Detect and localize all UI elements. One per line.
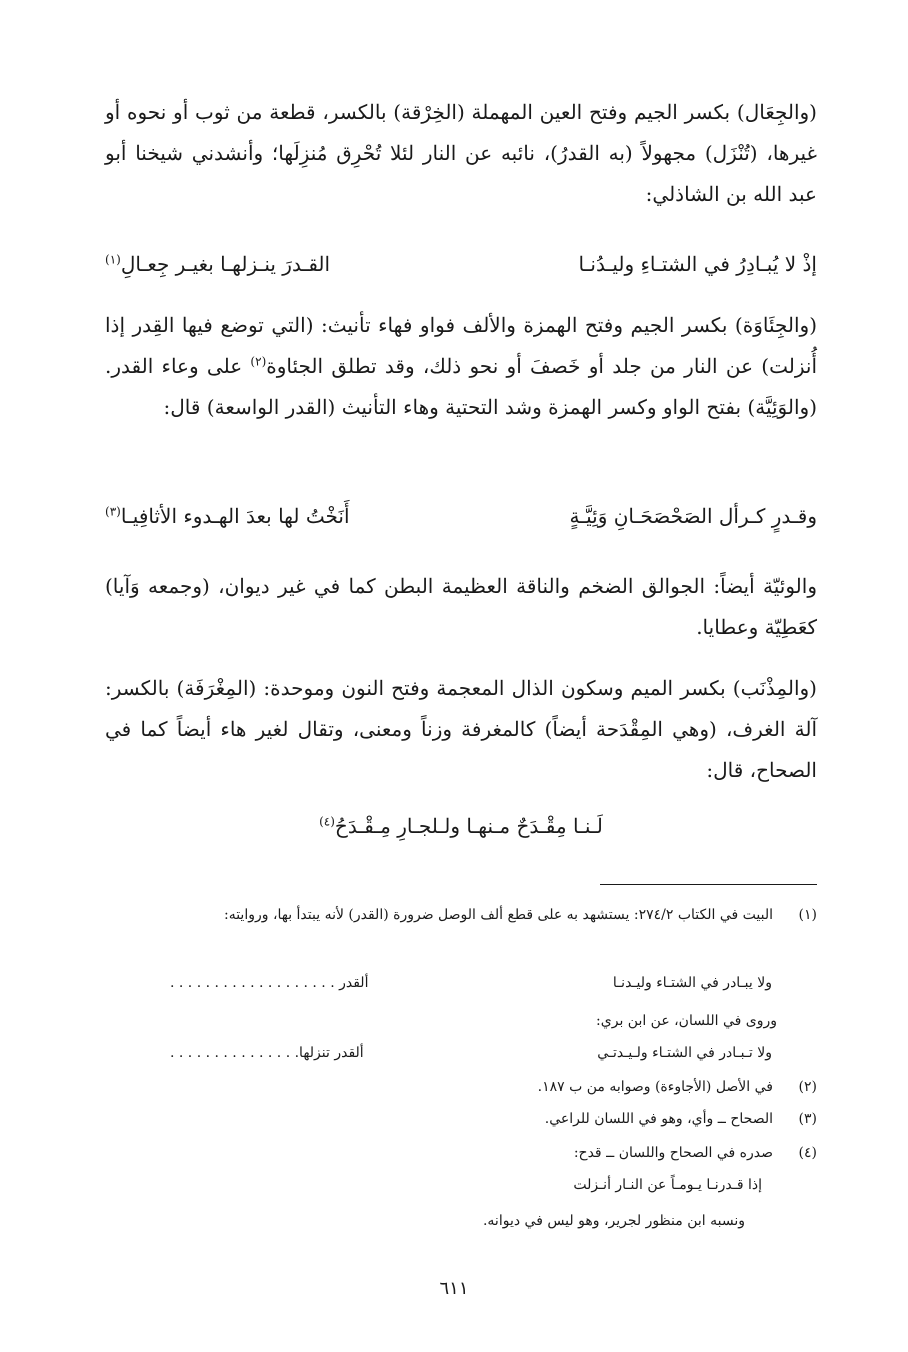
footnote-text: في الأصل (الأجاوءة) وصوابه من ب ١٨٧. bbox=[537, 1079, 773, 1095]
footnote-separator bbox=[600, 884, 817, 885]
footnote-4-after: ونسبه ابن منظور لجرير، وهو ليس في ديوانه. bbox=[482, 1213, 745, 1229]
footnote-1-verse-a: ولا يبـادر في الشتـاء وليـدنـا ألقدر . . . . . . . . . . . . . . . . . . . bbox=[170, 975, 772, 991]
page-number: ٦١١ bbox=[439, 1278, 469, 1299]
footnote-ref: (٢) bbox=[250, 354, 267, 369]
verse-hemistich-left: أَنَخْتُ لها بعدَ الهـدوء الأثافِيـا$^{(٣)}$ bbox=[105, 504, 350, 528]
footnote-number: (٢) bbox=[798, 1079, 817, 1095]
footnote-4-verse: إذا قـدرنـا يـومـاً عن النـار أنـزلت bbox=[573, 1177, 762, 1193]
paragraph-jiaawa bbox=[105, 305, 817, 428]
footnote-number: (١) bbox=[798, 907, 817, 923]
paragraph-text: (والمِذْنَب) بكسر الميم وسكون الذال المعجمة وفتح النون وموحدة: (المِغْرَفَة) بالكسر: آلة الغرف، (وهي المِقْدَحة أيضاً) كالمغرفة وزناً ومعنى، وتقال لغير هاء أيضاً كما في الصحاح، قال: bbox=[105, 676, 817, 782]
paragraph-text: (والجِعَال) بكسر الجيم وفتح العين المهملة (الخِرْقة) بالكسر، قطعة من ثوب أو نحوه أو غيرها، (تُنْزَل) مجهولاً (به القدرُ)، نائبه عن النار لئلا تُحْرِق مُنزِلَها؛ وأنشدني شيخنا أبو عبد الله بن الشاذلي: bbox=[105, 100, 817, 206]
verse-hemistich-left: القـدرَ ينـزلهـا بغيـر جِعـالِ$^{(١)}$ bbox=[105, 252, 331, 276]
poem-verse-3: لَـنـا مِقْـدَحٌ مـنهـا ولـلجـارِ مِـقْـدَحُ$^{(٤)}$ bbox=[319, 814, 603, 838]
footnote-number: (٤) bbox=[798, 1145, 817, 1161]
footnote-ref: (١) bbox=[105, 252, 121, 267]
verse-hemistich-right: وقـدرٍ كـرأل الصَحْصَحَـانِ وَئِيَّـةٍ bbox=[569, 504, 817, 528]
footnote-4 bbox=[90, 1140, 817, 1166]
paragraph-text: (والجِئَاوَة) بكسر الجيم وفتح الهمزة والألف فواو فهاء تأنيث: (التي توضع فيها القِدر إذا أُنزلت) عن النار من جلد أو خَصفَ أو نحو ذلك، وقد تطلق الجئاوة$^{(٢)}$ على وعاء القدر. (والوَئِيَّة) بفتح الواو وكسر الهمزة وشد التحتية وهاء التأنيث (القدر الواسعة) قال: bbox=[105, 313, 817, 419]
footnote-number: (٣) bbox=[798, 1111, 817, 1127]
footnote-text: البيت في الكتاب ٢٧٤/٢: يستشهد به على قطع ألف الوصل ضرورة (القدر) لأنه يبتدأ بها، وروايته: bbox=[223, 907, 773, 923]
verse-hemistich-right: إذْ لا يُبـادِرُ في الشتـاءِ وليـدُنـا bbox=[578, 252, 817, 276]
poem-verse-1 bbox=[105, 244, 817, 284]
footnote-text: الصحاح ــ وأي، وهو في اللسان للراعي. bbox=[544, 1111, 773, 1127]
footnote-ref: (٤) bbox=[319, 814, 335, 829]
footnote-1-mid: وروى في اللسان، عن ابن بري: bbox=[596, 1013, 777, 1029]
poem-verse-2 bbox=[105, 496, 817, 536]
paragraph-text: والوئيّة أيضاً: الجوالق الضخم والناقة العظيمة البطن كما في غير ديوان، (وجمعه وَآيا) كعَطِيّة وعطايا. bbox=[105, 574, 817, 639]
paragraph-jiaal bbox=[105, 92, 817, 215]
footnote-ref: (٣) bbox=[105, 504, 121, 519]
footnote-1 bbox=[90, 902, 817, 928]
footnote-text: صدره في الصحاح واللسان ــ قدح: bbox=[573, 1145, 773, 1161]
footnote-1-verse-b: ولا تـبـادر في الشتـاء ولـيـدتـي ألقدر تنزلها. . . . . . . . . . . . . . . bbox=[170, 1045, 772, 1061]
footnote-3 bbox=[90, 1106, 817, 1132]
paragraph-waiyya bbox=[105, 566, 817, 648]
paragraph-midhnab bbox=[105, 668, 817, 791]
footnote-2 bbox=[90, 1074, 817, 1100]
